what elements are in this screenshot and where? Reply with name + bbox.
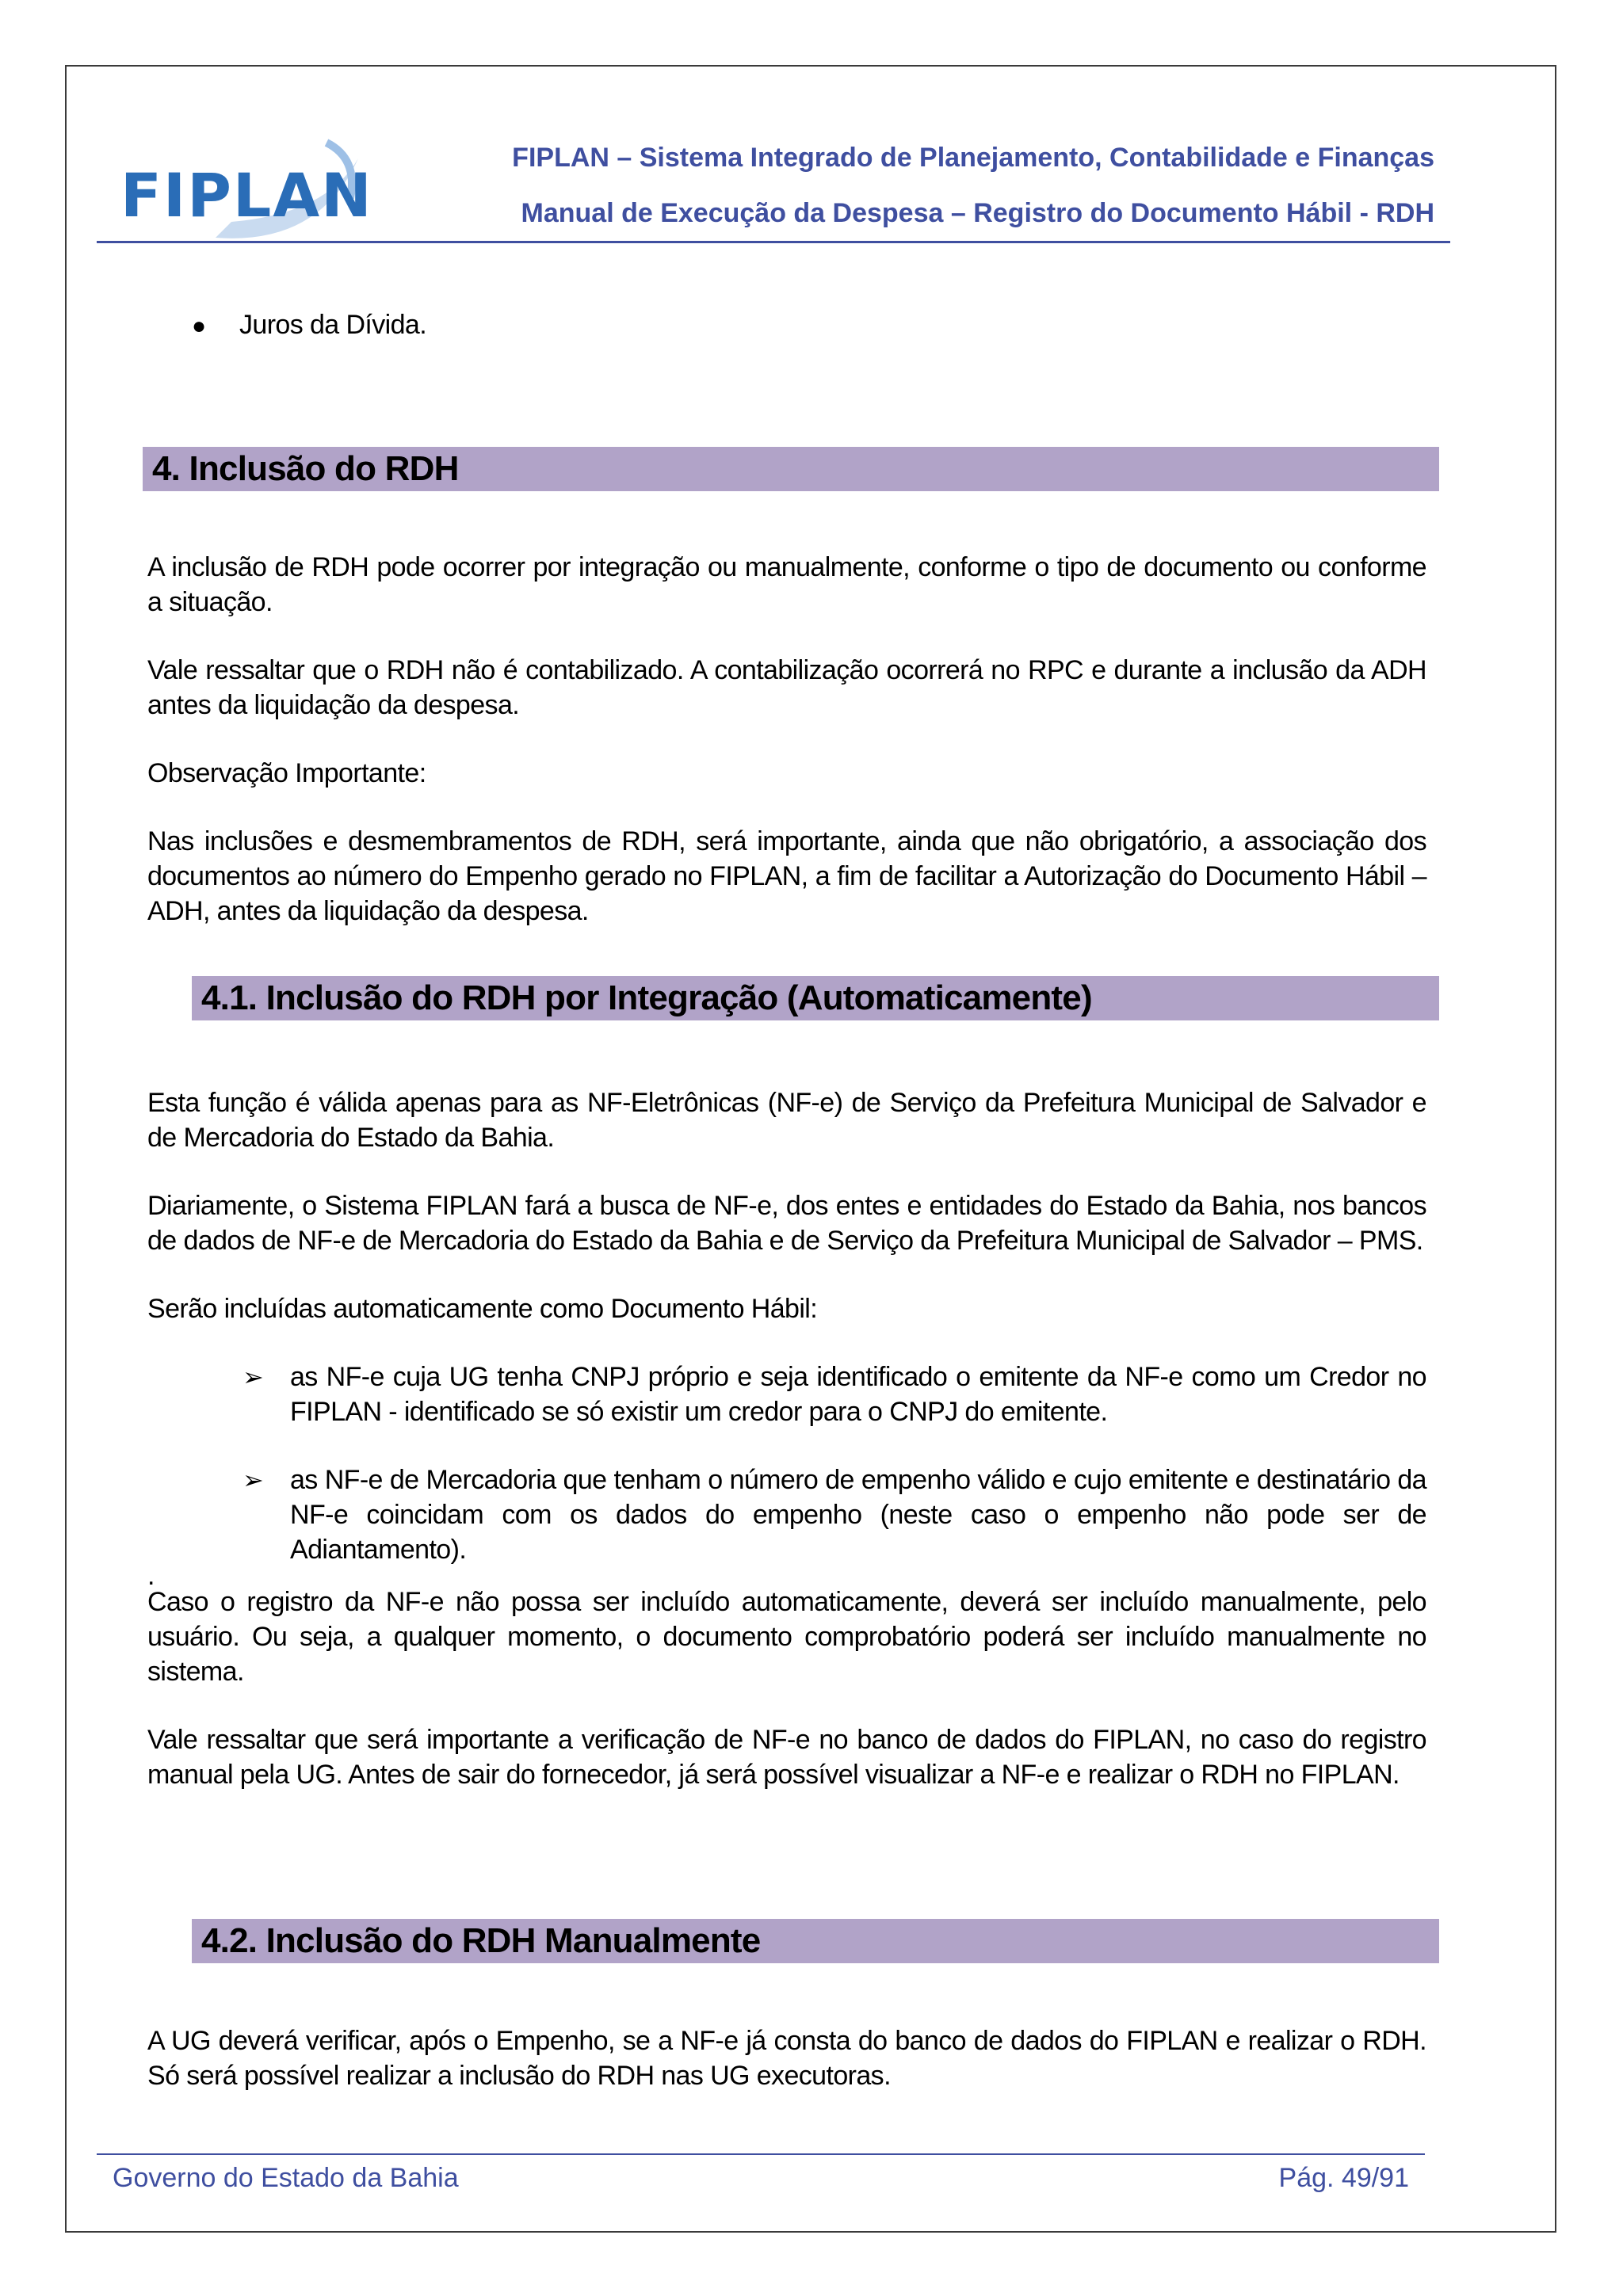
page-header [97,119,1450,246]
section-heading-4: 4. Inclusão do RDH [143,447,1439,491]
list-item-text: as NF-e cuja UG tenha CNPJ próprio e seja identificado o emitente da NF-e como um Credor no FIPLAN - identificado se só existir um credor para o CNPJ do emitente. [290,1362,1426,1427]
bullet-text: Juros da Dívida. [239,310,427,340]
paragraph: Caso o registro da NF-e não possa ser incluído automaticamente, deverá ser incluído manualmente, pelo usuário. Ou seja, a qualquer momento, o documento comprobatório poderá ser incluído manualmente no sistema. [147,1587,1426,1687]
paragraph: Observação Importante: [147,758,426,788]
footer-organization: Governo do Estado da Bahia [113,2163,459,2193]
section-heading-4-1: 4.1. Inclusão do RDH por Integração (Automaticamente) [192,976,1439,1020]
logo-text: FIPLAN [120,160,373,231]
page-content [147,301,1426,2093]
paragraph: A UG deverá verificar, após o Empenho, se a NF-e já consta do banco de dados do FIPLAN e realizar o RDH. Só será possível realizar a inclusão do RDH nas UG executoras. [147,2026,1426,2091]
bullet-icon: ● [192,313,206,339]
paragraph: Serão incluídas automaticamente como Documento Hábil: [147,1294,818,1324]
paragraph: A inclusão de RDH pode ocorrer por integração ou manualmente, conforme o tipo de documento ou conforme a situação. [147,552,1426,617]
section-heading-4-2: 4.2. Inclusão do RDH Manualmente [192,1919,1439,1963]
list-item [192,307,1426,344]
paragraph: Vale ressaltar que o RDH não é contabilizado. A contabilização ocorrerá no RPC e durante a inclusão da ADH antes da liquidação da despesa. [147,655,1426,720]
page-number: Pág. 49/91 [1278,2163,1409,2193]
header-subtitle: Manual de Execução da Despesa – Registro do Documento Hábil - RDH [521,198,1434,228]
paragraph: Diariamente, o Sistema FIPLAN fará a busca de NF-e, dos entes e entidades do Estado da Bahia, nos bancos de dados de NF-e de Mercadoria do Estado da Bahia e de Serviço da Prefeitura Municipal de Salvador – PMS. [147,1191,1426,1256]
arrow-bullet-icon: ➢ [242,1363,264,1391]
footer-divider [97,2153,1425,2155]
stray-mark: . [147,1561,155,1591]
list-item [242,1463,1426,1567]
fiplan-logo [120,127,374,246]
paragraph: Nas inclusões e desmembramentos de RDH, será importante, ainda que não obrigatório, a associação dos documentos ao número do Empenho gerado no FIPLAN, a fim de facilitar a Autorização do Documento Hábil – ADH, antes da liquidação da despesa. [147,826,1426,926]
list-item-text: as NF-e de Mercadoria que tenham o número de empenho válido e cujo emitente e destinatário da NF-e coincidam com os dados do empenho (neste caso o empenho não pode ser de Adiantamento). [290,1465,1426,1565]
header-title: FIPLAN – Sistema Integrado de Planejamento, Contabilidade e Finanças [512,143,1434,173]
paragraph: Vale ressaltar que será importante a verificação de NF-e no banco de dados do FIPLAN, no caso do registro manual pela UG. Antes de sair do fornecedor, já será possível visualizar a NF-e e realizar o RDH no FIPLAN. [147,1725,1426,1790]
arrow-bullet-icon: ➢ [242,1466,264,1494]
list-item [242,1360,1426,1429]
header-divider [97,241,1450,243]
paragraph: Esta função é válida apenas para as NF-Eletrônicas (NF-e) de Serviço da Prefeitura Municipal de Salvador e de Mercadoria do Estado da Bahia. [147,1088,1426,1153]
